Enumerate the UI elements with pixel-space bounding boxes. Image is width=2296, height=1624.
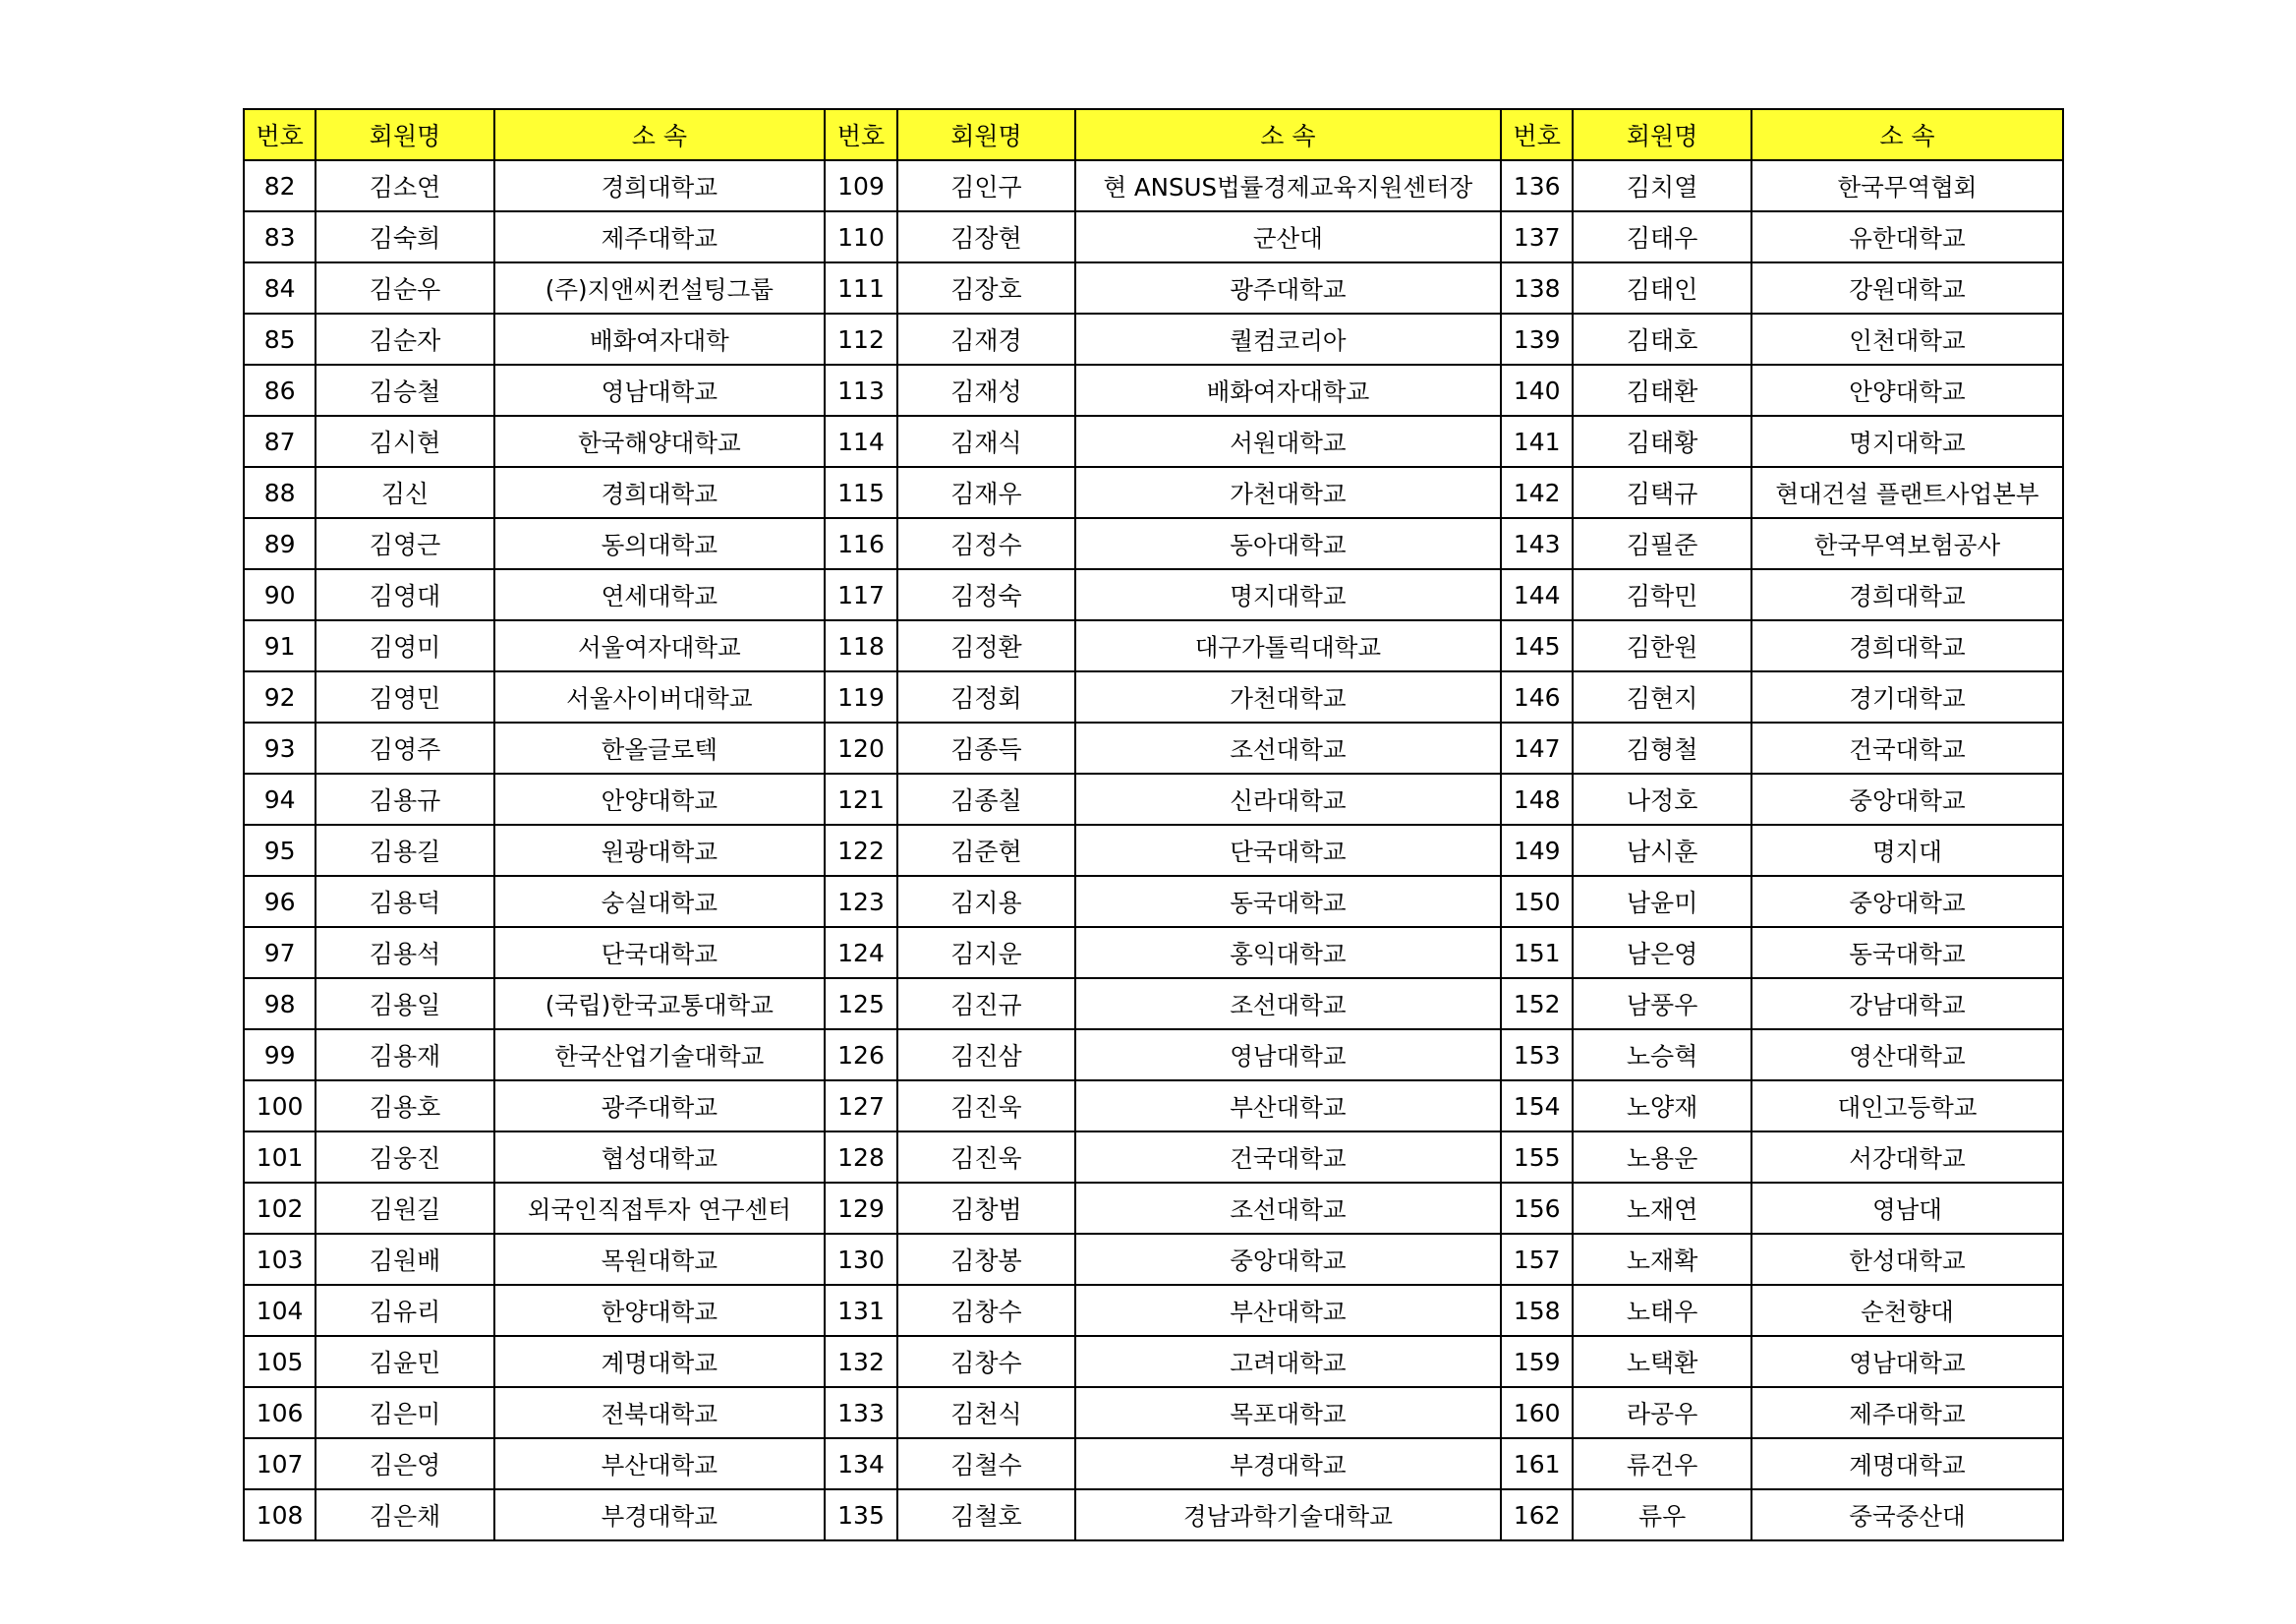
- member-name-cell: 김영주: [316, 723, 494, 774]
- number-cell: 112: [825, 314, 897, 365]
- table-row: [244, 978, 2063, 1029]
- member-name-cell: 김웅진: [316, 1131, 494, 1183]
- member-name-cell: 김창수: [897, 1336, 1075, 1387]
- member-name-cell: 김순우: [316, 262, 494, 314]
- number-cell: 141: [1501, 416, 1573, 467]
- affiliation-cell: 한양대학교: [494, 1285, 825, 1336]
- affiliation-cell: 중앙대학교: [1751, 774, 2063, 825]
- number-cell: 144: [1501, 569, 1573, 620]
- member-name-cell: 김철호: [897, 1489, 1075, 1540]
- table-row: [244, 365, 2063, 416]
- member-name-cell: 김창범: [897, 1183, 1075, 1234]
- member-name-cell: 김한원: [1573, 620, 1751, 671]
- table-row: [244, 1131, 2063, 1183]
- number-cell: 146: [1501, 671, 1573, 723]
- number-cell: 121: [825, 774, 897, 825]
- member-name-cell: 김영근: [316, 518, 494, 569]
- number-cell: 108: [244, 1489, 316, 1540]
- affiliation-cell: 배화여자대학: [494, 314, 825, 365]
- affiliation-cell: 외국인직접투자 연구센터: [494, 1183, 825, 1234]
- member-name-cell: 김창수: [897, 1285, 1075, 1336]
- number-cell: 162: [1501, 1489, 1573, 1540]
- member-name-cell: 김학민: [1573, 569, 1751, 620]
- member-name-cell: 김정숙: [897, 569, 1075, 620]
- number-cell: 82: [244, 160, 316, 211]
- number-cell: 157: [1501, 1234, 1573, 1285]
- member-name-cell: 김진욱: [897, 1080, 1075, 1131]
- affiliation-cell: 목포대학교: [1075, 1387, 1501, 1438]
- number-cell: 133: [825, 1387, 897, 1438]
- member-name-cell: 김용덕: [316, 876, 494, 927]
- number-cell: 89: [244, 518, 316, 569]
- affiliation-cell: 경남과학기술대학교: [1075, 1489, 1501, 1540]
- member-name-cell: 김용재: [316, 1029, 494, 1080]
- number-cell: 86: [244, 365, 316, 416]
- affiliation-cell: 영남대학교: [1075, 1029, 1501, 1080]
- member-name-cell: 김영민: [316, 671, 494, 723]
- affiliation-cell: 단국대학교: [1075, 825, 1501, 876]
- affiliation-cell: 한성대학교: [1751, 1234, 2063, 1285]
- number-cell: 115: [825, 467, 897, 518]
- member-name-cell: 김필준: [1573, 518, 1751, 569]
- affiliation-cell: 부산대학교: [1075, 1285, 1501, 1336]
- affiliation-cell: 경희대학교: [494, 160, 825, 211]
- affiliation-cell: 퀄컴코리아: [1075, 314, 1501, 365]
- number-cell: 126: [825, 1029, 897, 1080]
- number-cell: 96: [244, 876, 316, 927]
- header-affiliation: 소 속: [494, 109, 825, 160]
- affiliation-cell: 건국대학교: [1075, 1131, 1501, 1183]
- number-cell: 101: [244, 1131, 316, 1183]
- affiliation-cell: 안양대학교: [494, 774, 825, 825]
- member-name-cell: 김윤민: [316, 1336, 494, 1387]
- affiliation-cell: 동국대학교: [1751, 927, 2063, 978]
- header-number: 번호: [244, 109, 316, 160]
- number-cell: 138: [1501, 262, 1573, 314]
- member-name-cell: 김태황: [1573, 416, 1751, 467]
- affiliation-cell: 경기대학교: [1751, 671, 2063, 723]
- affiliation-cell: 경희대학교: [494, 467, 825, 518]
- affiliation-cell: 영남대학교: [1751, 1336, 2063, 1387]
- affiliation-cell: 계명대학교: [494, 1336, 825, 1387]
- member-name-cell: 라공우: [1573, 1387, 1751, 1438]
- affiliation-cell: 명지대학교: [1751, 416, 2063, 467]
- affiliation-cell: 신라대학교: [1075, 774, 1501, 825]
- member-name-cell: 김정수: [897, 518, 1075, 569]
- number-cell: 122: [825, 825, 897, 876]
- affiliation-cell: 동의대학교: [494, 518, 825, 569]
- affiliation-cell: 서울사이버대학교: [494, 671, 825, 723]
- header-number: 번호: [825, 109, 897, 160]
- member-name-cell: 김재성: [897, 365, 1075, 416]
- header-member-name: 회원명: [897, 109, 1075, 160]
- number-cell: 104: [244, 1285, 316, 1336]
- number-cell: 107: [244, 1438, 316, 1489]
- member-name-cell: 김장호: [897, 262, 1075, 314]
- member-name-cell: 김태환: [1573, 365, 1751, 416]
- member-name-cell: 김지용: [897, 876, 1075, 927]
- affiliation-cell: 군산대: [1075, 211, 1501, 262]
- member-name-cell: 노양재: [1573, 1080, 1751, 1131]
- affiliation-cell: 계명대학교: [1751, 1438, 2063, 1489]
- number-cell: 136: [1501, 160, 1573, 211]
- member-name-cell: 김용길: [316, 825, 494, 876]
- number-cell: 92: [244, 671, 316, 723]
- number-cell: 130: [825, 1234, 897, 1285]
- number-cell: 90: [244, 569, 316, 620]
- member-name-cell: 김치열: [1573, 160, 1751, 211]
- number-cell: 83: [244, 211, 316, 262]
- affiliation-cell: 가천대학교: [1075, 467, 1501, 518]
- affiliation-cell: 동국대학교: [1075, 876, 1501, 927]
- affiliation-cell: 연세대학교: [494, 569, 825, 620]
- affiliation-cell: 강남대학교: [1751, 978, 2063, 1029]
- number-cell: 105: [244, 1336, 316, 1387]
- member-name-cell: 김천식: [897, 1387, 1075, 1438]
- number-cell: 153: [1501, 1029, 1573, 1080]
- member-name-cell: 노재연: [1573, 1183, 1751, 1234]
- member-name-cell: 김태호: [1573, 314, 1751, 365]
- affiliation-cell: 한국해양대학교: [494, 416, 825, 467]
- affiliation-cell: 영남대학교: [494, 365, 825, 416]
- affiliation-cell: 안양대학교: [1751, 365, 2063, 416]
- number-cell: 97: [244, 927, 316, 978]
- member-name-cell: 김인구: [897, 160, 1075, 211]
- member-name-cell: 김숙희: [316, 211, 494, 262]
- number-cell: 124: [825, 927, 897, 978]
- table-row: [244, 1029, 2063, 1080]
- affiliation-cell: 서울여자대학교: [494, 620, 825, 671]
- affiliation-cell: 대인고등학교: [1751, 1080, 2063, 1131]
- header-affiliation: 소 속: [1075, 109, 1501, 160]
- number-cell: 149: [1501, 825, 1573, 876]
- number-cell: 135: [825, 1489, 897, 1540]
- affiliation-cell: 경희대학교: [1751, 620, 2063, 671]
- affiliation-cell: 대구가톨릭대학교: [1075, 620, 1501, 671]
- header-member-name: 회원명: [1573, 109, 1751, 160]
- number-cell: 150: [1501, 876, 1573, 927]
- number-cell: 103: [244, 1234, 316, 1285]
- affiliation-cell: 협성대학교: [494, 1131, 825, 1183]
- roster-body: [244, 160, 2063, 1540]
- affiliation-cell: 부경대학교: [1075, 1438, 1501, 1489]
- number-cell: 129: [825, 1183, 897, 1234]
- member-name-cell: 김장현: [897, 211, 1075, 262]
- number-cell: 117: [825, 569, 897, 620]
- number-cell: 106: [244, 1387, 316, 1438]
- number-cell: 152: [1501, 978, 1573, 1029]
- affiliation-cell: 순천향대: [1751, 1285, 2063, 1336]
- number-cell: 148: [1501, 774, 1573, 825]
- affiliation-cell: 현대건설 플랜트사업본부: [1751, 467, 2063, 518]
- table-row: [244, 1183, 2063, 1234]
- affiliation-cell: 숭실대학교: [494, 876, 825, 927]
- affiliation-cell: 배화여자대학교: [1075, 365, 1501, 416]
- affiliation-cell: 목원대학교: [494, 1234, 825, 1285]
- member-name-cell: 김정환: [897, 620, 1075, 671]
- number-cell: 143: [1501, 518, 1573, 569]
- number-cell: 114: [825, 416, 897, 467]
- affiliation-cell: 강원대학교: [1751, 262, 2063, 314]
- affiliation-cell: 부산대학교: [494, 1438, 825, 1489]
- member-name-cell: 김진규: [897, 978, 1075, 1029]
- table-row: [244, 825, 2063, 876]
- number-cell: 131: [825, 1285, 897, 1336]
- affiliation-cell: 조선대학교: [1075, 723, 1501, 774]
- affiliation-cell: 원광대학교: [494, 825, 825, 876]
- affiliation-cell: 명지대: [1751, 825, 2063, 876]
- table-row: [244, 1336, 2063, 1387]
- member-name-cell: 김형철: [1573, 723, 1751, 774]
- member-name-cell: 김용석: [316, 927, 494, 978]
- affiliation-cell: 부경대학교: [494, 1489, 825, 1540]
- member-name-cell: 남은영: [1573, 927, 1751, 978]
- number-cell: 85: [244, 314, 316, 365]
- member-name-cell: 김재우: [897, 467, 1075, 518]
- table-row: [244, 569, 2063, 620]
- number-cell: 123: [825, 876, 897, 927]
- number-cell: 100: [244, 1080, 316, 1131]
- table-row: [244, 620, 2063, 671]
- number-cell: 127: [825, 1080, 897, 1131]
- member-name-cell: 김신: [316, 467, 494, 518]
- table-row: [244, 160, 2063, 211]
- number-cell: 111: [825, 262, 897, 314]
- number-cell: 102: [244, 1183, 316, 1234]
- affiliation-cell: 전북대학교: [494, 1387, 825, 1438]
- affiliation-cell: (국립)한국교통대학교: [494, 978, 825, 1029]
- member-name-cell: 노택환: [1573, 1336, 1751, 1387]
- affiliation-cell: 조선대학교: [1075, 1183, 1501, 1234]
- member-name-cell: 노태우: [1573, 1285, 1751, 1336]
- number-cell: 116: [825, 518, 897, 569]
- member-name-cell: 김택규: [1573, 467, 1751, 518]
- number-cell: 84: [244, 262, 316, 314]
- member-name-cell: 류우: [1573, 1489, 1751, 1540]
- member-name-cell: 남윤미: [1573, 876, 1751, 927]
- table-row: [244, 1387, 2063, 1438]
- header-member-name: 회원명: [316, 109, 494, 160]
- number-cell: 87: [244, 416, 316, 467]
- number-cell: 154: [1501, 1080, 1573, 1131]
- table-row: [244, 416, 2063, 467]
- affiliation-cell: 광주대학교: [1075, 262, 1501, 314]
- table-row: [244, 467, 2063, 518]
- member-name-cell: 김태우: [1573, 211, 1751, 262]
- affiliation-cell: 동아대학교: [1075, 518, 1501, 569]
- affiliation-cell: 경희대학교: [1751, 569, 2063, 620]
- member-name-cell: 노용운: [1573, 1131, 1751, 1183]
- affiliation-cell: 제주대학교: [1751, 1387, 2063, 1438]
- number-cell: 132: [825, 1336, 897, 1387]
- member-name-cell: 김지운: [897, 927, 1075, 978]
- member-name-cell: 류건우: [1573, 1438, 1751, 1489]
- affiliation-cell: 제주대학교: [494, 211, 825, 262]
- number-cell: 161: [1501, 1438, 1573, 1489]
- member-name-cell: 김소연: [316, 160, 494, 211]
- number-cell: 128: [825, 1131, 897, 1183]
- member-name-cell: 김종칠: [897, 774, 1075, 825]
- affiliation-cell: 중앙대학교: [1751, 876, 2063, 927]
- number-cell: 93: [244, 723, 316, 774]
- table-row: [244, 1489, 2063, 1540]
- table-row: [244, 1438, 2063, 1489]
- member-name-cell: 김은영: [316, 1438, 494, 1489]
- table-row: [244, 1285, 2063, 1336]
- table-row: [244, 1234, 2063, 1285]
- affiliation-cell: 광주대학교: [494, 1080, 825, 1131]
- table-row: [244, 927, 2063, 978]
- member-name-cell: 김은채: [316, 1489, 494, 1540]
- affiliation-cell: 한올글로텍: [494, 723, 825, 774]
- affiliation-cell: 가천대학교: [1075, 671, 1501, 723]
- affiliation-cell: 중국중산대: [1751, 1489, 2063, 1540]
- number-cell: 95: [244, 825, 316, 876]
- member-name-cell: 김영대: [316, 569, 494, 620]
- affiliation-cell: 서원대학교: [1075, 416, 1501, 467]
- number-cell: 88: [244, 467, 316, 518]
- member-name-cell: 김재식: [897, 416, 1075, 467]
- member-roster-table: [243, 108, 2064, 1541]
- member-name-cell: 노승혁: [1573, 1029, 1751, 1080]
- affiliation-cell: 한국무역보험공사: [1751, 518, 2063, 569]
- number-cell: 120: [825, 723, 897, 774]
- number-cell: 119: [825, 671, 897, 723]
- number-cell: 155: [1501, 1131, 1573, 1183]
- header-row: [244, 109, 2063, 160]
- table-row: [244, 723, 2063, 774]
- member-name-cell: 김용호: [316, 1080, 494, 1131]
- affiliation-cell: 건국대학교: [1751, 723, 2063, 774]
- number-cell: 147: [1501, 723, 1573, 774]
- affiliation-cell: 인천대학교: [1751, 314, 2063, 365]
- affiliation-cell: 조선대학교: [1075, 978, 1501, 1029]
- member-name-cell: 김준현: [897, 825, 1075, 876]
- member-name-cell: 김용규: [316, 774, 494, 825]
- affiliation-cell: 명지대학교: [1075, 569, 1501, 620]
- number-cell: 145: [1501, 620, 1573, 671]
- number-cell: 113: [825, 365, 897, 416]
- member-name-cell: 김시현: [316, 416, 494, 467]
- member-name-cell: 노재확: [1573, 1234, 1751, 1285]
- table-row: [244, 1080, 2063, 1131]
- member-name-cell: 남시훈: [1573, 825, 1751, 876]
- affiliation-cell: 유한대학교: [1751, 211, 2063, 262]
- member-name-cell: 김철수: [897, 1438, 1075, 1489]
- number-cell: 118: [825, 620, 897, 671]
- table-row: [244, 671, 2063, 723]
- member-name-cell: 김태인: [1573, 262, 1751, 314]
- affiliation-cell: 홍익대학교: [1075, 927, 1501, 978]
- member-name-cell: 김용일: [316, 978, 494, 1029]
- affiliation-cell: 한국무역협회: [1751, 160, 2063, 211]
- affiliation-cell: 영남대: [1751, 1183, 2063, 1234]
- table-row: [244, 774, 2063, 825]
- member-name-cell: 김원길: [316, 1183, 494, 1234]
- affiliation-cell: 현 ANSUS법률경제교육지원센터장: [1075, 160, 1501, 211]
- member-name-cell: 김재경: [897, 314, 1075, 365]
- member-name-cell: 김진삼: [897, 1029, 1075, 1080]
- number-cell: 140: [1501, 365, 1573, 416]
- member-name-cell: 나정호: [1573, 774, 1751, 825]
- member-name-cell: 남풍우: [1573, 978, 1751, 1029]
- member-name-cell: 김원배: [316, 1234, 494, 1285]
- number-cell: 137: [1501, 211, 1573, 262]
- number-cell: 160: [1501, 1387, 1573, 1438]
- number-cell: 151: [1501, 927, 1573, 978]
- member-name-cell: 김영미: [316, 620, 494, 671]
- affiliation-cell: 중앙대학교: [1075, 1234, 1501, 1285]
- number-cell: 99: [244, 1029, 316, 1080]
- member-name-cell: 김정회: [897, 671, 1075, 723]
- affiliation-cell: 한국산업기술대학교: [494, 1029, 825, 1080]
- number-cell: 159: [1501, 1336, 1573, 1387]
- number-cell: 98: [244, 978, 316, 1029]
- member-name-cell: 김창봉: [897, 1234, 1075, 1285]
- affiliation-cell: (주)지앤씨컨설팅그룹: [494, 262, 825, 314]
- affiliation-cell: 영산대학교: [1751, 1029, 2063, 1080]
- header-number: 번호: [1501, 109, 1573, 160]
- header-affiliation: 소 속: [1751, 109, 2063, 160]
- affiliation-cell: 서강대학교: [1751, 1131, 2063, 1183]
- member-name-cell: 김승철: [316, 365, 494, 416]
- number-cell: 142: [1501, 467, 1573, 518]
- number-cell: 139: [1501, 314, 1573, 365]
- number-cell: 110: [825, 211, 897, 262]
- number-cell: 109: [825, 160, 897, 211]
- affiliation-cell: 단국대학교: [494, 927, 825, 978]
- table-row: [244, 518, 2063, 569]
- number-cell: 134: [825, 1438, 897, 1489]
- number-cell: 91: [244, 620, 316, 671]
- member-name-cell: 김유리: [316, 1285, 494, 1336]
- member-name-cell: 김순자: [316, 314, 494, 365]
- affiliation-cell: 고려대학교: [1075, 1336, 1501, 1387]
- number-cell: 94: [244, 774, 316, 825]
- member-name-cell: 김현지: [1573, 671, 1751, 723]
- table-row: [244, 876, 2063, 927]
- number-cell: 156: [1501, 1183, 1573, 1234]
- table-row: [244, 211, 2063, 262]
- number-cell: 125: [825, 978, 897, 1029]
- member-name-cell: 김진욱: [897, 1131, 1075, 1183]
- affiliation-cell: 부산대학교: [1075, 1080, 1501, 1131]
- number-cell: 158: [1501, 1285, 1573, 1336]
- table-row: [244, 314, 2063, 365]
- member-name-cell: 김종득: [897, 723, 1075, 774]
- table-row: [244, 262, 2063, 314]
- member-name-cell: 김은미: [316, 1387, 494, 1438]
